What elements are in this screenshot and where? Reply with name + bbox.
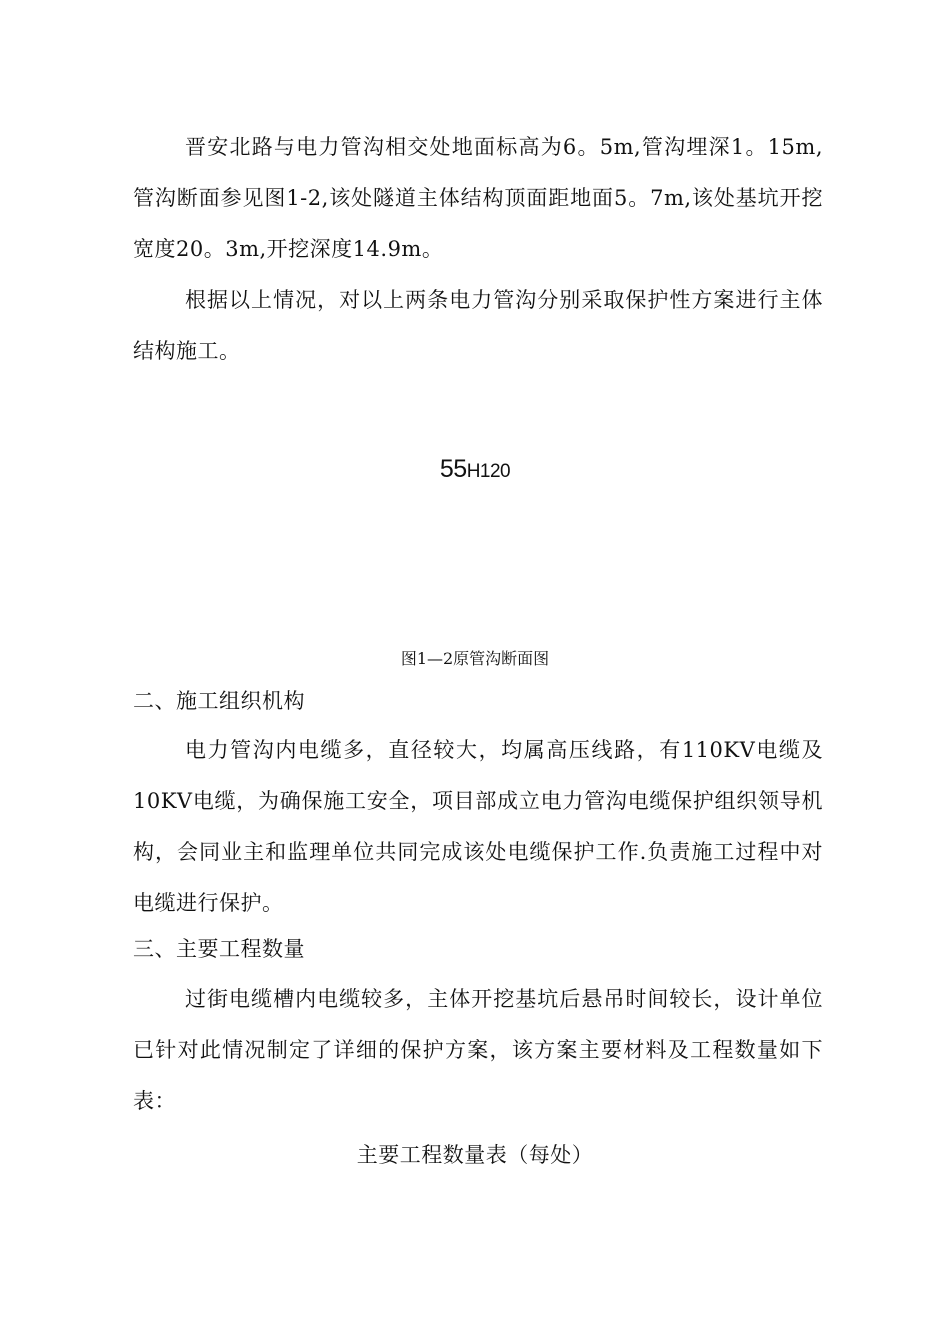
figure-caption: 图1—2原管沟断面图 xyxy=(400,649,550,668)
figure-label-main: 55 xyxy=(439,455,467,483)
paragraph-site-elevation: 晋安北路与电力管沟相交处地面标高为6。5m,管沟埋深1。15m,管沟断面参见图1-2,该处隧道主体结构顶面距地面5。7m,该处基坑开挖宽度20。3m,开挖深度14.9m。 xyxy=(133,135,823,261)
section-heading-organization: 二、施工组织机构 xyxy=(133,689,305,713)
table-title: 主要工程数量表（每处） xyxy=(356,1143,594,1167)
paragraph-quantities: 过街电缆槽内电缆较多，主体开挖基坑后悬吊时间较长，设计单位已针对此情况制定了详细的保护方案，该方案主要材料及工程数量如下表： xyxy=(133,987,823,1113)
paragraph-organization: 电力管沟内电缆多，直径较大，均属高压线路，有110KV电缆及10KV电缆，为确保施工安全，项目部成立电力管沟电缆保护组织领导机构，会同业主和监理单位共同完成该处电缆保护工作.负责施工过程中对电缆进行保护。 xyxy=(133,738,823,915)
paragraph-protection-plan: 根据以上情况，对以上两条电力管沟分别采取保护性方案进行主体结构施工。 xyxy=(133,288,823,363)
figure-dimension-label xyxy=(0,452,950,489)
figure-label-sub: H120 xyxy=(466,461,511,482)
section-heading-quantities: 三、主要工程数量 xyxy=(133,937,305,961)
